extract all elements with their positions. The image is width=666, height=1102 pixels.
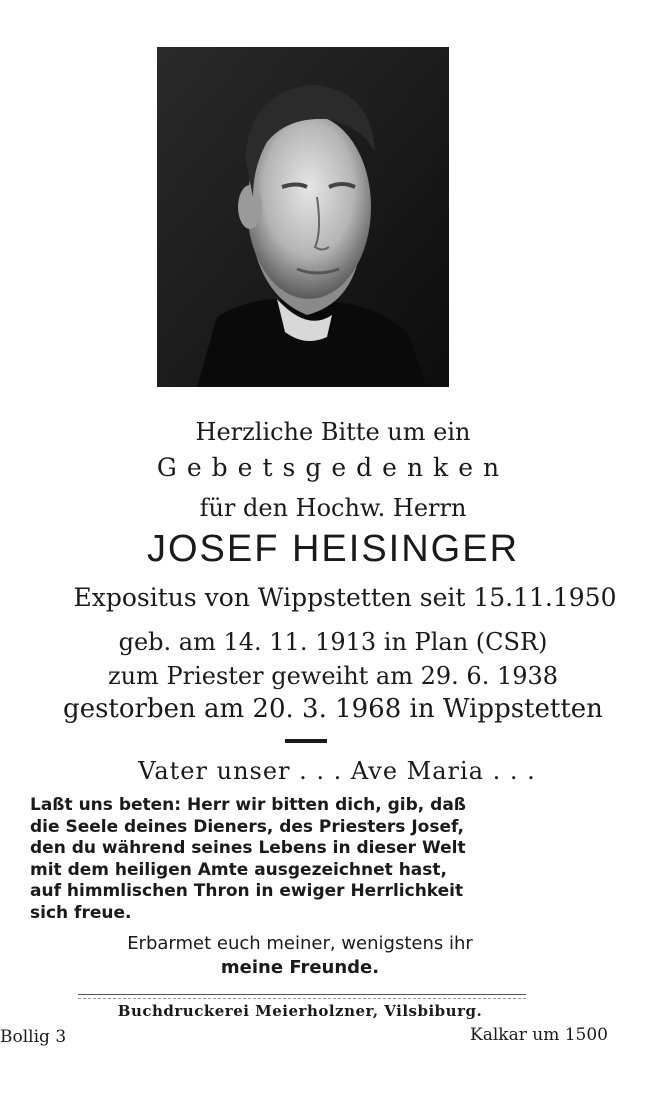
request-line: Herzliche Bitte um ein	[195, 418, 471, 446]
closing-line: Erbarmet euch meiner, wenigstens ihr	[127, 933, 473, 954]
prayer-line: Laßt uns beten: Herr wir bitten dich, gib, daß	[30, 795, 467, 815]
prayer-remembrance-heading: Gebetsgedenken	[156, 453, 510, 482]
honorific-line: für den Hochw. Herrn	[199, 494, 467, 522]
footer-rule	[78, 998, 526, 999]
prayer-line: auf himmlischen Thron in ewiger Herrlichkeit	[30, 881, 464, 901]
death-line: gestorben am 20. 3. 1968 in Wippstetten	[63, 694, 603, 724]
ordination-line: zum Priester geweiht am 29. 6. 1938	[107, 662, 559, 690]
image-credit: Kalkar um 1500	[470, 1025, 608, 1045]
catalog-code: Bollig 3	[0, 1027, 67, 1047]
portrait-photo	[157, 47, 449, 387]
footer-rule	[78, 994, 526, 995]
prayer-text	[30, 795, 590, 924]
closing-line: meine Freunde.	[220, 957, 380, 978]
prayer-line: sich freue.	[30, 902, 132, 923]
birth-line: geb. am 14. 11. 1913 in Plan (CSR)	[118, 628, 548, 656]
deceased-name: JOSEF HEISINGER	[146, 528, 520, 570]
printer-credit: Buchdruckerei Meierholzner, Vilsbiburg.	[117, 1002, 483, 1020]
position-line: Expositus von Wippstetten seit 15.11.1950	[73, 583, 617, 612]
prayer-title: Vater unser . . . Ave Maria . . .	[138, 757, 536, 785]
divider	[285, 739, 327, 743]
prayer-line: den du während seines Lebens in dieser Welt	[30, 838, 466, 858]
prayer-line: mit dem heiligen Amte ausgezeichnet hast,	[30, 859, 447, 880]
prayer-line: die Seele deines Dieners, des Priesters Josef,	[30, 816, 464, 837]
